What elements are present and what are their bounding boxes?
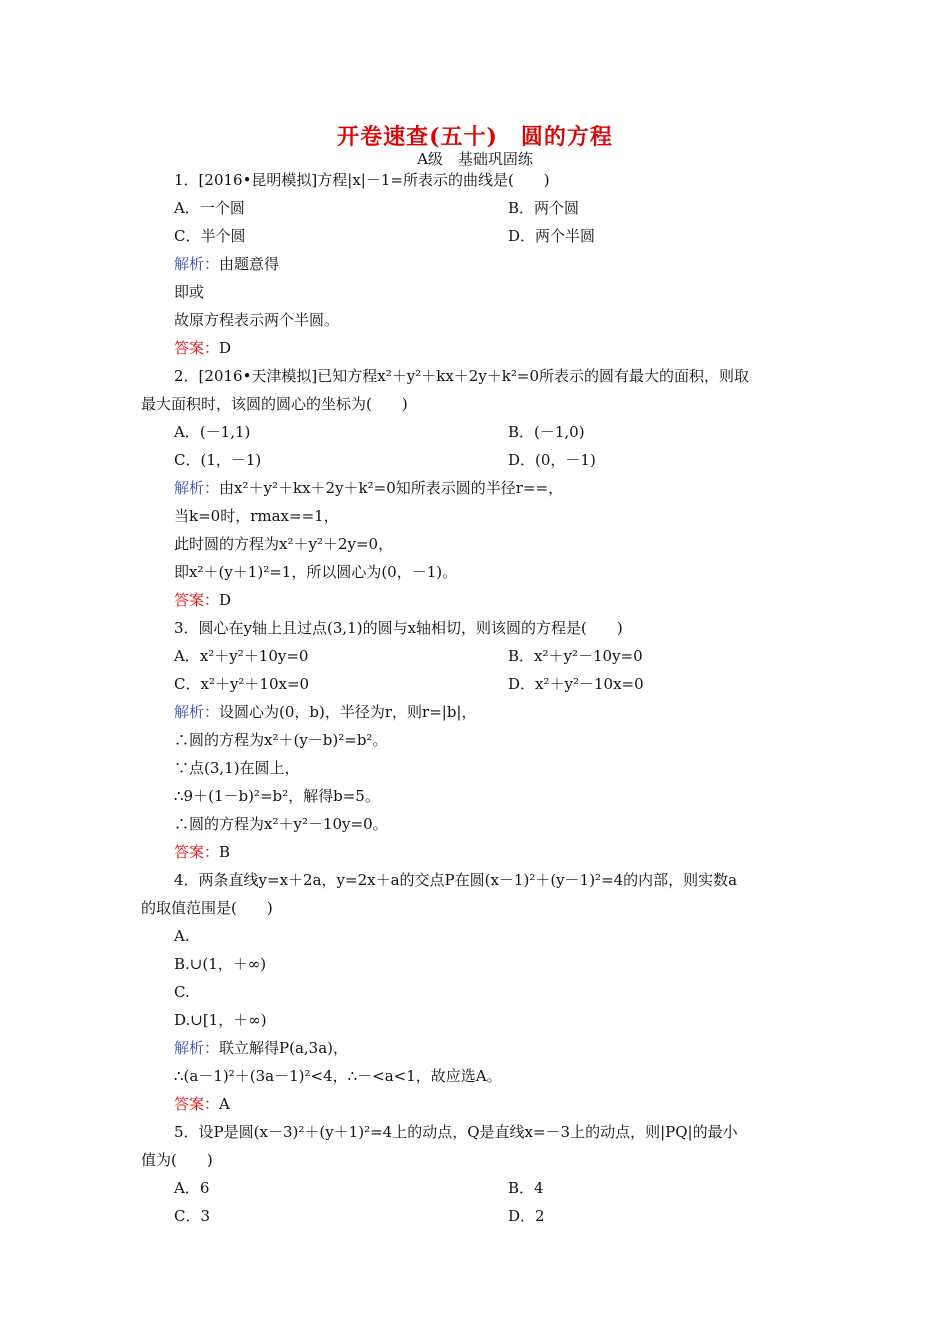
q5-option-c: C．3	[174, 1207, 211, 1225]
q2-stem-line-1: 2．[2016•天津模拟]已知方程x²＋y²＋kx＋2y＋k²=0所表示的圆有最大的面积，则取	[174, 367, 750, 385]
q2-option-a: A．(－1,1)	[174, 423, 251, 441]
q3-solution-line-3: ∵点(3,1)在圆上，	[174, 759, 300, 777]
q1-solution-line-3: 故原方程表示两个半圆。	[174, 311, 340, 329]
q5-option-b: B．4	[508, 1179, 544, 1197]
solution-label: 解析：	[174, 1039, 220, 1057]
q5-option-a: A．6	[174, 1179, 210, 1197]
q2-answer	[174, 590, 231, 610]
page-title: 开卷速查(五十) 圆的方程	[337, 124, 613, 150]
answer-label: 答案：	[174, 591, 220, 609]
q4-option-c: C.	[174, 983, 190, 1001]
q1-stem: 1．[2016•昆明模拟]方程|x|－1=所表示的曲线是( )	[174, 171, 550, 189]
answer-label: 答案：	[174, 339, 220, 357]
answer-label: 答案：	[174, 843, 220, 861]
q3-solution-line-5: ∴圆的方程为x²＋y²－10y=0。	[174, 815, 388, 833]
q1-solution-line-1	[174, 254, 279, 274]
answer-value: D	[219, 591, 232, 609]
section-subtitle: A级 基础巩固练	[417, 150, 533, 168]
q1-option-c: C．半个圆	[174, 227, 246, 245]
solution-label: 解析：	[174, 703, 220, 721]
q4-answer	[174, 1094, 230, 1114]
q2-stem-line-2: 最大面积时，该圆的圆心的坐标为( )	[141, 395, 408, 413]
q2-option-b: B．(－1,0)	[508, 423, 585, 441]
q3-option-a: A．x²＋y²＋10y=0	[174, 647, 309, 665]
q4-option-b: B.∪(1，＋∞)	[174, 955, 267, 973]
q2-solution-line-4: 即x²＋(y＋1)²=1，所以圆心为(0，－1)。	[174, 563, 458, 581]
q4-option-d: D.∪[1，＋∞)	[174, 1011, 267, 1029]
q3-option-b: B．x²＋y²－10y=0	[508, 647, 643, 665]
answer-label: 答案：	[174, 1095, 220, 1113]
q2-solution-line-2: 当k=0时，rmax==1，	[174, 507, 339, 525]
q3-answer	[174, 842, 230, 862]
q3-stem: 3．圆心在y轴上且过点(3,1)的圆与x轴相切，则该圆的方程是( )	[174, 619, 623, 637]
q1-answer	[174, 338, 231, 358]
q2-solution-line-1	[174, 478, 563, 498]
q3-option-d: D．x²＋y²－10x=0	[508, 675, 644, 693]
q4-solution-line-2: ∴(a－1)²＋(3a－1)²<4，∴－<a<1，故应选A。	[174, 1067, 502, 1085]
solution-text: 设圆心为(0，b)，半径为r，则r=|b|，	[219, 703, 477, 721]
q3-solution-line-4: ∴9＋(1－b)²=b²，解得b=5。	[174, 787, 380, 805]
answer-value: D	[219, 339, 232, 357]
q2-option-d: D．(0，－1)	[508, 451, 596, 469]
q4-solution-line-1	[174, 1038, 348, 1058]
q1-solution-line-2: 即或	[174, 283, 205, 301]
q1-option-b: B．两个圆	[508, 199, 580, 217]
q5-stem-line-2: 值为( )	[141, 1151, 213, 1169]
q3-solution-line-1	[174, 702, 477, 722]
q2-option-c: C．(1，－1)	[174, 451, 262, 469]
q3-option-c: C．x²＋y²＋10x=0	[174, 675, 310, 693]
solution-label: 解析：	[174, 479, 220, 497]
solution-text: 由x²＋y²＋kx＋2y＋k²=0知所表示圆的半径r==，	[219, 479, 564, 497]
q3-solution-line-2: ∴圆的方程为x²＋(y－b)²=b²。	[174, 731, 388, 749]
solution-text: 联立解得P(a,3a)，	[219, 1039, 349, 1057]
q4-stem-line-2: 的取值范围是( )	[141, 899, 273, 917]
q1-option-d: D．两个半圆	[508, 227, 596, 245]
q4-stem-line-1: 4．两条直线y=x＋2a，y=2x＋a的交点P在圆(x－1)²＋(y－1)²=4的内部，则实数a	[174, 871, 738, 889]
solution-label: 解析：	[174, 255, 220, 273]
q4-option-a: A.	[174, 927, 190, 945]
q5-option-d: D．2	[508, 1207, 545, 1225]
q5-stem-line-1: 5．设P是圆(x－3)²＋(y＋1)²=4上的动点，Q是直线x=－3上的动点，则|PQ|的最小	[174, 1123, 738, 1141]
solution-text: 由题意得	[219, 255, 280, 273]
q1-option-a: A．一个圆	[174, 199, 245, 217]
answer-value: A	[219, 1095, 230, 1113]
q2-solution-line-3: 此时圆的方程为x²＋y²＋2y=0，	[174, 535, 394, 553]
answer-value: B	[219, 843, 231, 861]
